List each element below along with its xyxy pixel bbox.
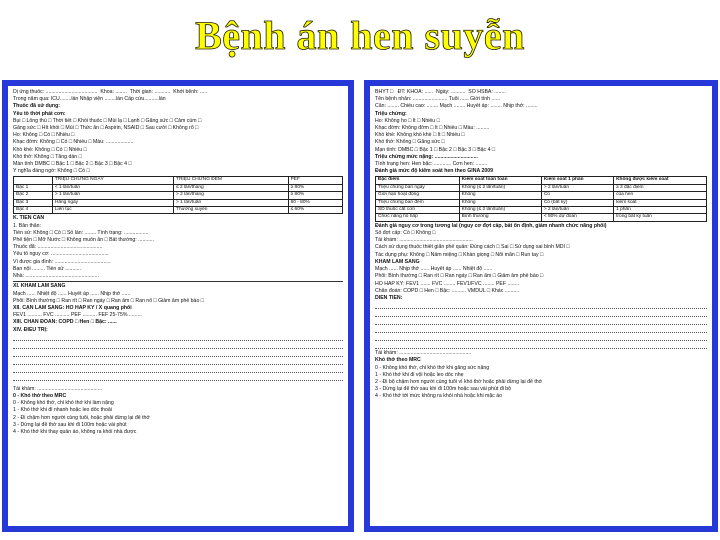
table-cell: > 2 lần/tuần — [541, 207, 613, 214]
left-form-line: Ý nghĩa đáng ngờ: Không □ Có □ — [13, 168, 90, 175]
blank-line — [13, 366, 343, 373]
right-footer-line: 4 - Khó thở tới mức không ra khỏi nhà hoặc khi mặc áo — [375, 393, 503, 400]
table-header-cell: Đặc điểm — [376, 177, 460, 184]
table-cell: > 2 lần/tháng — [174, 192, 289, 199]
right-form-line: Khó thở: Không □ Gắng sức □ — [375, 139, 445, 146]
left-header-field: Khoa: ........ — [100, 89, 127, 95]
table-cell: Bậc 3 — [14, 199, 53, 206]
blank-line — [13, 358, 343, 365]
right-form-panel — [364, 80, 718, 532]
right-header-field: BHYT □ — [375, 89, 394, 95]
left-footer-line: 3 - Dừng lại để thở sau khi đi 100m hoặc vài phút — [13, 421, 127, 428]
table-row — [14, 192, 343, 199]
right-control-table — [375, 176, 707, 221]
right-form-line: HÔ HẤP KÝ: FEV1 ....... FVC ........ FEV1/FVC ........ PEF ........ — [375, 280, 520, 287]
right-form-line: Khạc đờm: Không đờm □ Ít □ Nhiều □ Màu: ......... — [375, 125, 490, 132]
blank-line — [375, 318, 707, 325]
left-header-field: Thời gian: ........... — [129, 89, 171, 95]
left-form-header — [13, 89, 343, 96]
right-form-line: Tác dụng phụ: Không □ Nấm miệng □ Khàn giọng □ Nổi mẩn □ Run tay □ — [375, 251, 544, 258]
table-cell: Thường xuyên — [174, 207, 289, 214]
left-exam-line: Bạn nội ......... Tiền sử ........... — [13, 265, 82, 272]
right-form-line: Chẩn đoán: COPD □ Hen □ Bậc: .......... VMDUL □ Khác .......... — [375, 287, 520, 294]
table-row — [376, 207, 707, 214]
table-row — [376, 192, 707, 199]
slide-title: Bệnh án hen suyễn — [195, 13, 525, 58]
table-cell: Có (bất kỳ) — [541, 199, 613, 206]
table-cell: < 80% dự đoán — [541, 214, 613, 221]
table-cell: Không (≤ 2 lần/tuần) — [459, 207, 541, 214]
table-cell: ≥ 80% — [288, 184, 342, 191]
left-header-field: Dị ứng thuốc: .................................... — [13, 89, 98, 95]
table-cell: < 1 lần/tuần — [52, 184, 173, 191]
table-cell: Bậc 1 — [14, 184, 53, 191]
left-footer-line: Tái khám: ............................................. — [13, 385, 103, 392]
right-form-line: Khó thở theo MRC — [375, 357, 421, 364]
table-cell: ≤ 60% — [288, 207, 342, 214]
blank-line — [375, 310, 707, 317]
left-clinical-line: Phổi: Bình thường □ Ran rít □ Ran ngáy □ Ran ẩm □ Ran nổ □ Giảm âm phế bào □ — [13, 297, 204, 304]
right-form-line: Tái khám: .................................................. — [375, 350, 472, 357]
right-form-document — [370, 86, 712, 526]
blank-line — [375, 334, 707, 341]
right-header-field: ĐT: KHOA: ...... — [397, 89, 434, 95]
table-row — [376, 214, 707, 221]
blank-line — [375, 302, 707, 309]
left-form-line: Khò khè: Không □ Có □ Nhiều □ — [13, 146, 87, 153]
right-form-line: Số đợt cấp: Có □ Không □ — [375, 230, 436, 237]
blank-line — [375, 326, 707, 333]
blank-line — [13, 342, 343, 349]
right-form-line: Cân: ........ Chiều cao: ........ Mạch ........ Huyết áp: ........ Nhịp thở: ........ — [375, 103, 538, 110]
table-cell: Có — [541, 192, 613, 199]
table-cell: Không — [459, 192, 541, 199]
left-section-heading: XI. KHÁM LÂM SÀNG — [13, 283, 66, 290]
left-form-line: Khó thở: Không □ Tăng dần □ — [13, 153, 82, 160]
left-exam-line: Vì được gia đình: ....................................... — [13, 258, 111, 265]
table-cell: > 1 lần/tuần — [174, 199, 289, 206]
left-section-heading: K. TIỀN CĂN — [13, 215, 45, 222]
table-header-cell: Kiểm soát toàn toàn — [459, 177, 541, 184]
right-form-line: Tên bệnh nhân: ........................ Tuổi ...... Giới tính ...... — [375, 96, 501, 103]
table-row — [14, 199, 343, 206]
table-cell: kiểm soát — [614, 199, 707, 206]
left-exam-line: 1. Bản thân: — [13, 222, 41, 229]
left-clinical-line: XIV. ĐIỀU TRỊ: — [13, 326, 48, 333]
blank-line — [13, 350, 343, 357]
left-clinical-line: XIII. CHẨN ĐOÁN: COPD □ Hen □ Bậc: ...... — [13, 319, 117, 326]
right-form-line: DIỄN TIẾN: — [375, 294, 403, 301]
table-header-cell — [14, 177, 53, 184]
table-cell: ≥ 3 đặc điểm — [614, 184, 707, 191]
table-header-row — [14, 177, 343, 184]
table-cell: Hằng ngày — [52, 199, 173, 206]
right-form-line: Ho: Không ho □ Ít □ Nhiều □ — [375, 117, 440, 124]
table-cell: Triệu chứng ban đêm — [376, 199, 460, 206]
right-form-line: KHÁM LÂM SÀNG — [375, 258, 420, 265]
table-cell: Triệu chứng ban ngày — [376, 184, 460, 191]
left-form-line: Màn tính DMBC □ Bậc 1 □ Bậc 2 □ Bậc 3 □ Bậc 4 □ — [13, 161, 132, 168]
right-form-line: Đánh giá nguy cơ trong tương lai (nguy cơ đợt cấp, bất ổn định, giảm nhanh chức năng phổi) — [375, 222, 607, 229]
right-form-header — [375, 89, 707, 96]
table-header-cell: Kiểm soát 1 phần — [541, 177, 613, 184]
table-row — [376, 199, 707, 206]
left-footer-line: 0 - Không khó thở, chỉ khó thở khi làm nặng — [13, 400, 114, 407]
left-form-panel — [2, 80, 354, 532]
right-form-line: Phổi: Bình thường □ Ran rít □ Ran ngáy □ Ran ẩm □ Giảm âm phế bào □ — [375, 273, 544, 280]
left-header-field: Khởi bệnh: ..... — [173, 89, 208, 95]
table-cell: Không (≤ 2 lần/tuần) — [459, 184, 541, 191]
right-header-field: SỐ HSBA: ........ — [468, 89, 506, 95]
left-form-line: Yếu tố thời phát cơn: — [13, 110, 66, 117]
table-cell: Bậc 4 — [14, 207, 53, 214]
right-form-line: Cách sử dụng thuốc thiết giãn phế quản: Đúng cách □ Sai □ Sử dụng sai bình MDI □ — [375, 244, 570, 251]
table-cell: > 1 lần/tuần — [52, 192, 173, 199]
right-form-line: Khò khè: Không khò khè □ Ít □ Nhiều □ — [375, 132, 465, 139]
left-footer-line: 0 - Khó thở theo MRC — [13, 392, 67, 399]
right-form-line: Triệu chứng: — [375, 110, 407, 117]
right-form-line: Triệu chứng mức nặng: .............................. — [375, 153, 478, 160]
left-footer-line: 4 - Khó thở khi thay quần áo, không ra khỏi nhà được — [13, 428, 137, 435]
table-row — [376, 184, 707, 191]
left-form-line: Gắng sức □ Hít khói □ Mùi □ Thức ăn □ Aspirin, NSAID □ Sau cười □ Không rõ □ — [13, 125, 199, 132]
table-header-cell: TRIỆU CHỨNG ĐÊM — [174, 177, 289, 184]
left-exam-line: Yếu tố nguy cơ: ........................................ — [13, 251, 109, 258]
divider — [13, 281, 343, 282]
blank-line — [375, 342, 707, 349]
table-row — [14, 207, 343, 214]
right-footer-line: 2 - Đi bộ chậm hơn người cùng tuổi vì khó thở hoặc phải dừng lại để thở — [375, 378, 543, 385]
right-form-line: Tình trạng hen: Hen bậc: ............ Cơn hen: ........ — [375, 161, 488, 168]
left-form-line: Ho: Không □ Có □ Nhiều □ — [13, 132, 75, 139]
left-form-document — [8, 86, 348, 526]
right-footer-line: 1 - Khó thở khi đi vội hoặc leo dốc nhẹ — [375, 371, 464, 378]
left-exam-line: Thuốc đã: ............................................. — [13, 244, 103, 251]
table-header-row — [376, 177, 707, 184]
table-cell: Bình thường — [459, 214, 541, 221]
table-cell: trong bất kỳ tuần — [614, 214, 707, 221]
table-cell: ≥ 80% — [288, 192, 342, 199]
left-clinical-line: FEV1 .......... FVC .......... PEF .......... FEF 25-75% ......... — [13, 312, 142, 319]
left-form-line: Khạc đờm: Không □ Có □ Nhiều □ Màu: ................... — [13, 139, 134, 146]
table-cell: > 2 lần/tuần — [541, 184, 613, 191]
table-cell: SD thuốc cắt cơn — [376, 207, 460, 214]
table-cell: Không — [459, 199, 541, 206]
table-header-cell: PEF — [288, 177, 342, 184]
right-form-line: Tái khám: ................................................... — [375, 237, 473, 244]
table-header-cell: TRIỆU CHỨNG NGÀY — [52, 177, 173, 184]
left-form-line: Trong năm qua: ICU........lần Nhập viện ........lần Cấp cứu..........lần — [13, 96, 166, 103]
left-clinical-line: Mạch ...... Nhiệt độ ...... Huyết áp ...... Nhịp thở ...... — [13, 290, 131, 297]
left-exam-line: Phế tiện □ Mỡ Nước □ Không muốn ăn □ Bất thường: ........... — [13, 237, 155, 244]
left-exam-line: Tiền sử: Không □ Có □ Số lần: ........ Tình trạng: ................. — [13, 229, 149, 236]
left-exam-line: Nhà: ................................................... — [13, 273, 99, 280]
left-clinical-line: XII. CẬN LÂM SÀNG: HÔ HẤP KÝ / X quang phổi — [13, 304, 132, 311]
left-severity-table — [13, 176, 343, 214]
right-form-line: Đánh giá mức độ kiểm soát hen theo GINA 2009 — [375, 168, 494, 175]
left-form-line: Bụi □ Lông thú □ Thời tiết □ Khói thuốc □ Mùi lạ □ Lạnh □ Gắng sức □ Cảm cúm □ — [13, 117, 202, 124]
table-header-cell: Không được kiểm soát — [614, 177, 707, 184]
right-form-line: Mạn tính: DMBC □ Bậc 1 □ Bậc 2 □ Bậc 3 □ Bậc 4 □ — [375, 146, 496, 153]
right-footer-line: 0 - Không khó thở, chỉ khó thở khi gắng sức nặng — [375, 364, 490, 371]
table-cell: 60 - 80% — [288, 199, 342, 206]
table-cell: của hen — [614, 192, 707, 199]
left-form-line: Thuốc đã sử dụng: — [13, 103, 60, 110]
table-cell: Bậc 2 — [14, 192, 53, 199]
left-footer-line: 1 - Khó thở khi đi nhanh hoặc leo dốc thoải — [13, 407, 112, 414]
right-header-field: Ngày: .......... — [436, 89, 466, 95]
table-cell: ≤ 2 lần/tháng — [174, 184, 289, 191]
left-footer-line: 2 - Đi chậm hơn người cùng tuổi, hoặc phải dừng lại để thở — [13, 414, 150, 421]
blank-line — [13, 374, 343, 381]
right-footer-line: 3 - Dừng lại để thở sau khi đi 100m hoặc sau vài phút đi bộ — [375, 386, 512, 393]
table-row — [14, 184, 343, 191]
table-cell: Giới hạn hoạt động — [376, 192, 460, 199]
right-form-line: Mạch ...... Nhịp thở ...... Huyết áp ...... Nhiệt độ ...... — [375, 266, 493, 273]
table-cell: 1 phần — [614, 207, 707, 214]
table-cell: Liên tục — [52, 207, 173, 214]
table-cell: Chức năng hô hấp — [376, 214, 460, 221]
blank-line — [13, 334, 343, 341]
